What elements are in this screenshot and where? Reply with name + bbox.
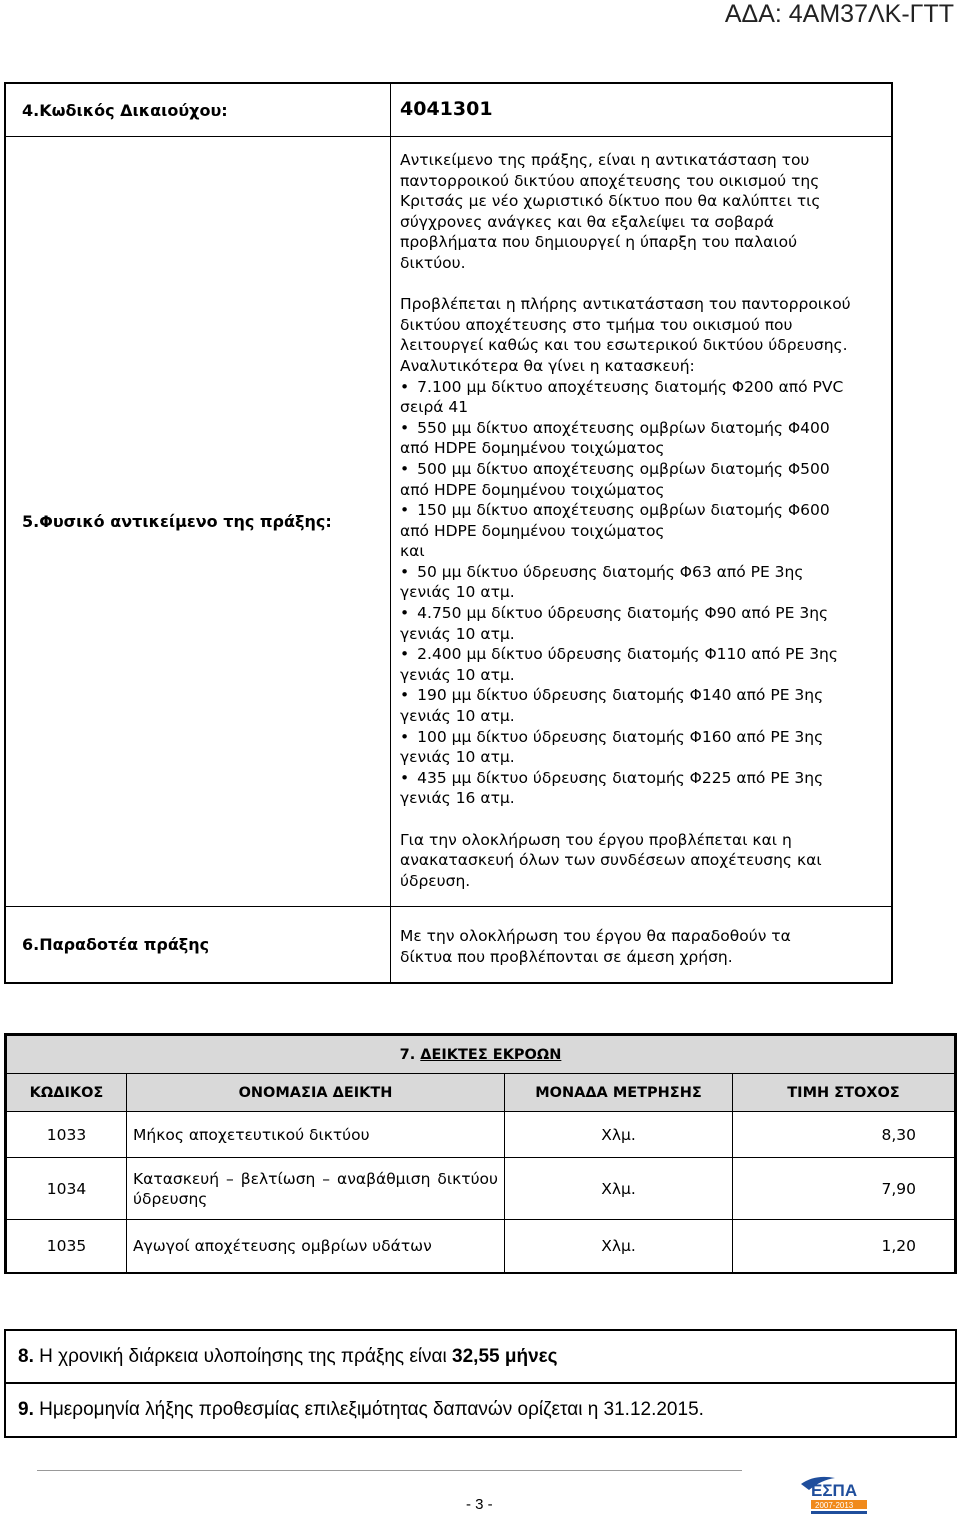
list-item: • 7.100 μμ δίκτυο αποχέτευσης διατομής Φ200 από PVC	[400, 377, 890, 398]
list-item: • 4.750 μμ δίκτυο ύδρευσης διατομής Φ90 από PE 3ης	[400, 603, 890, 624]
beneficiary-code-label: 4.Κωδικός Δικαιούχου:	[22, 101, 228, 120]
table-row: 1033 Μήκος αποχετευτικού δικτύου Χλμ. 8,30	[7, 1112, 955, 1158]
output-indicators-table	[4, 1033, 957, 1274]
col-header-name: ΟΝΟΜΑΣΙΑ ΔΕΙΚΤΗ	[127, 1074, 505, 1112]
table-row: 1034 Κατασκευή – βελτίωση – αναβάθμιση δικτύου ύδρευσης Χλμ. 7,90	[7, 1158, 955, 1220]
physical-object-label: 5.Φυσικό αντικείμενο της πράξης:	[22, 512, 332, 531]
col-header-code: ΚΩΔΙΚΟΣ	[7, 1074, 127, 1112]
indicators-title: 7. ΔΕΙΚΤΕΣ ΕΚΡΟΩΝ	[7, 1036, 955, 1074]
list-item: • 2.400 μμ δίκτυο ύδρευσης διατομής Φ110 από PE 3ης	[400, 644, 890, 665]
duration-box: 8. Η χρονική διάρκεια υλοποίησης της πράξης είναι 32,55 μήνες	[4, 1329, 957, 1384]
main-info-table	[4, 82, 893, 984]
col-header-target: ΤΙΜΗ ΣΤΟΧΟΣ	[733, 1074, 955, 1112]
ada-code: ΑΔΑ: 4ΑΜ37ΛΚ-ΓΤΤ	[724, 0, 954, 28]
footer-divider	[37, 1470, 742, 1471]
list-item: • 550 μμ δίκτυο αποχέτευσης ομβρίων διατομής Φ400	[400, 418, 890, 439]
deliverables-label: 6.Παραδοτέα πράξης	[22, 935, 210, 954]
end-date-box: 9. Ημερομηνία λήξης προθεσμίας επιλεξιμότητας δαπανών ορίζεται η 31.12.2015.	[4, 1382, 957, 1438]
list-item: • 500 μμ δίκτυο αποχέτευσης ομβρίων διατομής Φ500	[400, 459, 890, 480]
beneficiary-code-value: 4041301	[400, 98, 493, 120]
svg-text:2007-2013: 2007-2013	[815, 1501, 854, 1510]
physical-object-description: Αντικείμενο της πράξης, είναι η αντικατάσταση του παντορροικού δικτύου αποχέτευσης του οικισμού της Κριτσάς με νέο χωριστικό δίκτυο που θα καλύπτει τις σύγχρονες ανάγκες και θα εξαλείψει τα σοβαρά προβλήματα που δημιουργεί η ύπαρξη του παλαιού δικτύου. Προβλέπεται η πλήρης αντικατάσταση του παντορροικού δικτύου αποχέτευσης στο τμήμα του οικισμού που λειτουργεί καθώς και του εσωτερικού δικτύου ύδρευσης. Αναλυτικότερα θα γίνει η κατασκευή: • 7.100 μμ δίκτυο αποχέτευσης διατομής Φ200 από PVC σειρά 41 • 550 μμ δίκτυο αποχέτευσης ομβρίων διατομής Φ400 από HDPE δομημένου τοιχώματος • 500 μμ δίκτυο αποχέτευσης ομβρίων διατομής Φ500 από HDPE δομημένου τοιχώματος • 150 μμ δίκτυο αποχέτευσης ομβρίων διατομής Φ600 από HDPE δομημένου τοιχώματος και • 50 μμ δίκτυο ύδρευσης διατομής Φ63 από PE 3ης γενιάς 10 ατμ. • 4.750 μμ δίκτυο ύδρευσης διατομής Φ90 από PE 3ης γενιάς 10 ατμ. • 2.400 μμ δίκτυο ύδρευσης διατομής Φ110 από PE 3ης γενιάς 10 ατμ. • 190 μμ δίκτυο ύδρευσης διατομής Φ140 από PE 3ης γενιάς 10 ατμ. • 100 μμ δίκτυο ύδρευσης διατομής Φ160 από PE 3ης γενιάς 10 ατμ. • 435 μμ δίκτυο ύδρευσης διατομής Φ225 από PE 3ης γενιάς 16 ατμ. Για την ολοκλήρωση του έργου προβλέπεται και η ανακατασκευή όλων των συνδέσεων αποχέτευσης και ύδρευση.	[400, 150, 890, 891]
list-item: • 50 μμ δίκτυο ύδρευσης διατομής Φ63 από PE 3ης	[400, 562, 890, 583]
list-item: • 100 μμ δίκτυο ύδρευσης διατομής Φ160 από PE 3ης	[400, 727, 890, 748]
deliverables-text: Με την ολοκλήρωση του έργου θα παραδοθούν τα δίκτυα που προβλέπονται σε άμεση χρήση.	[400, 927, 791, 966]
list-item: • 190 μμ δίκτυο ύδρευσης διατομής Φ140 από PE 3ης	[400, 685, 890, 706]
espa-logo	[795, 1470, 873, 1520]
list-item: • 150 μμ δίκτυο αποχέτευσης ομβρίων διατομής Φ600	[400, 500, 890, 521]
page-number: - 3 -	[466, 1496, 493, 1513]
svg-text:ΕΣΠΑ: ΕΣΠΑ	[811, 1481, 858, 1500]
list-item: • 435 μμ δίκτυο ύδρευσης διατομής Φ225 από PE 3ης	[400, 768, 890, 789]
table-row: 1035 Αγωγοί αποχέτευσης ομβρίων υδάτων Χλμ. 1,20	[7, 1220, 955, 1273]
col-header-unit: ΜΟΝΑΔΑ ΜΕΤΡΗΣΗΣ	[505, 1074, 733, 1112]
